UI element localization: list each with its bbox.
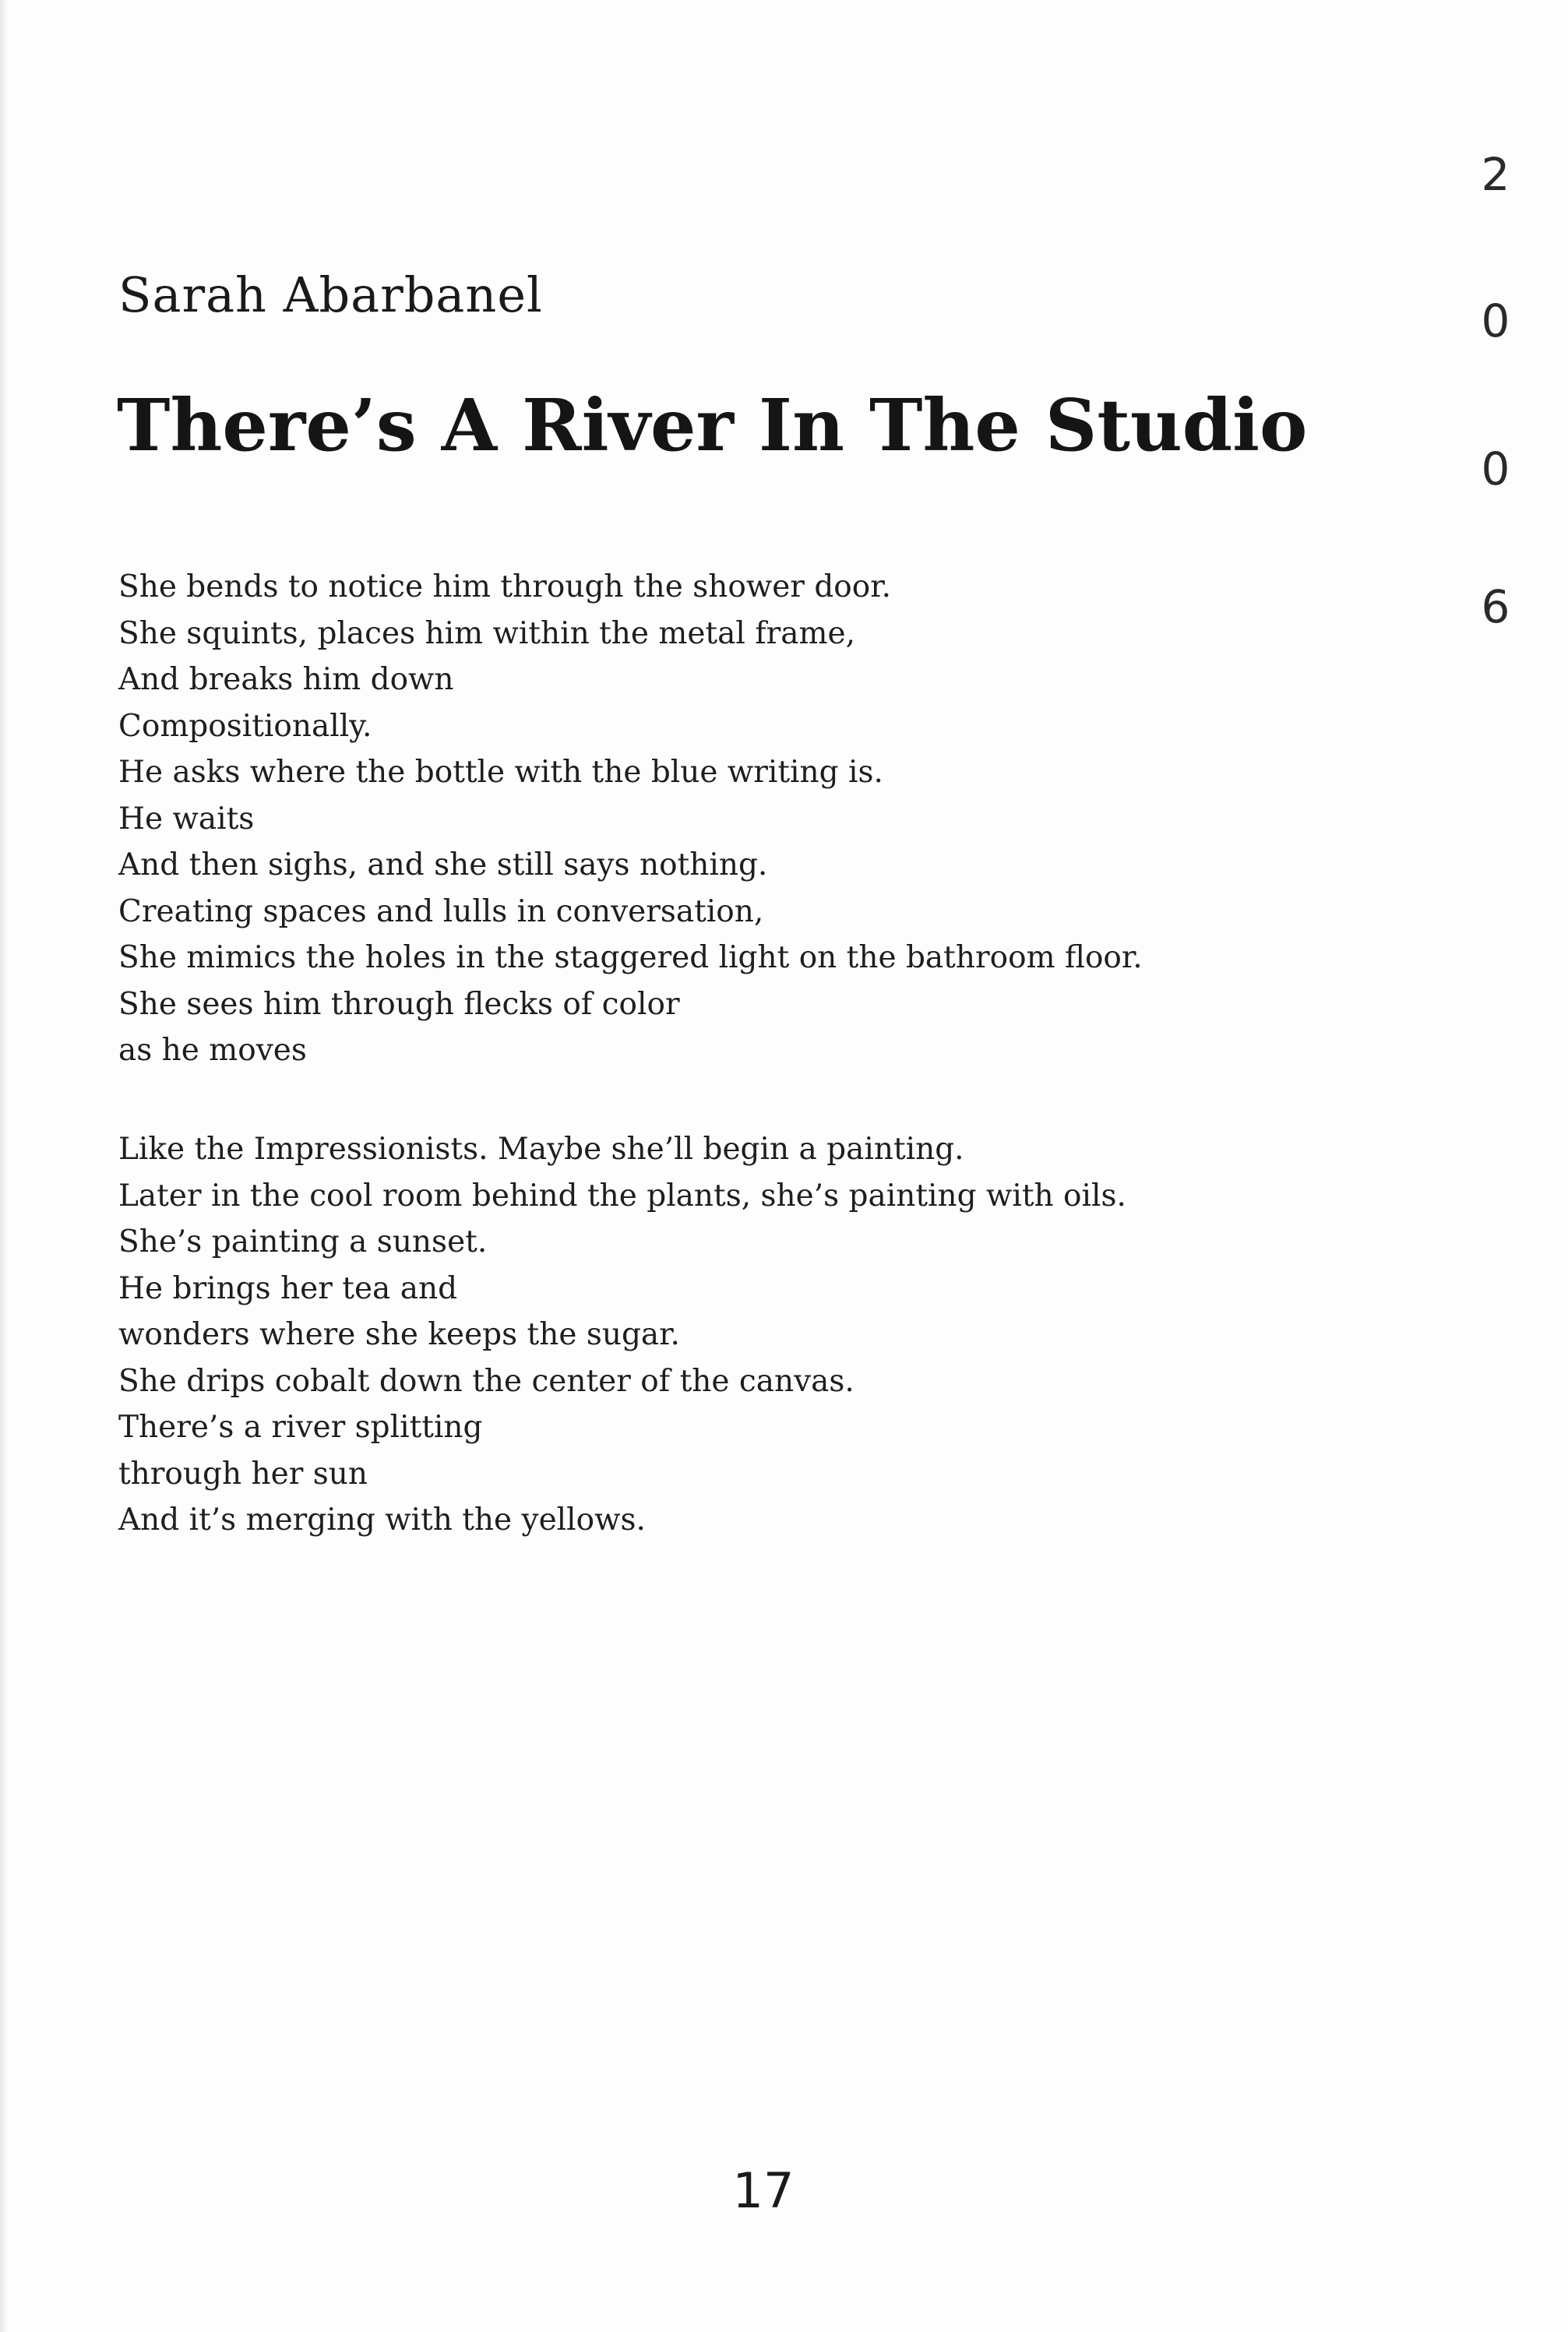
poem-line: There’s a river splitting bbox=[118, 1410, 483, 1445]
poem-line: He brings her tea and bbox=[118, 1270, 458, 1306]
poem-line: Creating spaces and lulls in conversation, bbox=[118, 893, 764, 929]
poem-title: There’s A River In The Studio bbox=[117, 383, 1308, 467]
page-number: 17 bbox=[732, 2162, 795, 2219]
poem-line: as he moves bbox=[118, 1033, 307, 1068]
poem-line: And it’s merging with the yellows. bbox=[118, 1502, 646, 1538]
poem-line: She drips cobalt down the center of the canvas. bbox=[118, 1363, 854, 1399]
page-edge-shadow bbox=[0, 0, 8, 2332]
year-digit: 0 bbox=[1481, 294, 1510, 347]
year-digit: 2 bbox=[1481, 148, 1510, 201]
year-digit: 0 bbox=[1481, 442, 1510, 495]
poem-line: She squints, places him within the metal frame, bbox=[118, 615, 856, 651]
poem-line: Later in the cool room behind the plants, she’s painting with oils. bbox=[118, 1178, 1126, 1214]
poem-line: Like the Impressionists. Maybe she’ll begin a painting. bbox=[118, 1132, 964, 1167]
poem-line: And breaks him down bbox=[118, 662, 454, 697]
poem-line: through her sun bbox=[118, 1456, 368, 1492]
stanza-1 bbox=[118, 564, 1143, 1074]
poem-line: He asks where the bottle with the blue writing is. bbox=[118, 755, 883, 790]
poem-line: And then sighs, and she still says nothing. bbox=[118, 847, 768, 882]
author-name: Sarah Abarbanel bbox=[118, 266, 543, 323]
poem-line: Compositionally. bbox=[118, 708, 372, 744]
poem-line: She bends to notice him through the shower door. bbox=[118, 569, 892, 604]
poem-line: She sees him through flecks of color bbox=[118, 986, 680, 1022]
poem-line: She’s painting a sunset. bbox=[118, 1224, 488, 1259]
poem-line: She mimics the holes in the staggered light on the bathroom floor. bbox=[118, 940, 1143, 975]
stanza-2 bbox=[118, 1126, 1126, 1544]
poem-line: wonders where she keeps the sugar. bbox=[118, 1317, 680, 1352]
year-digit: 6 bbox=[1481, 580, 1510, 633]
poem-line: He waits bbox=[118, 801, 255, 837]
